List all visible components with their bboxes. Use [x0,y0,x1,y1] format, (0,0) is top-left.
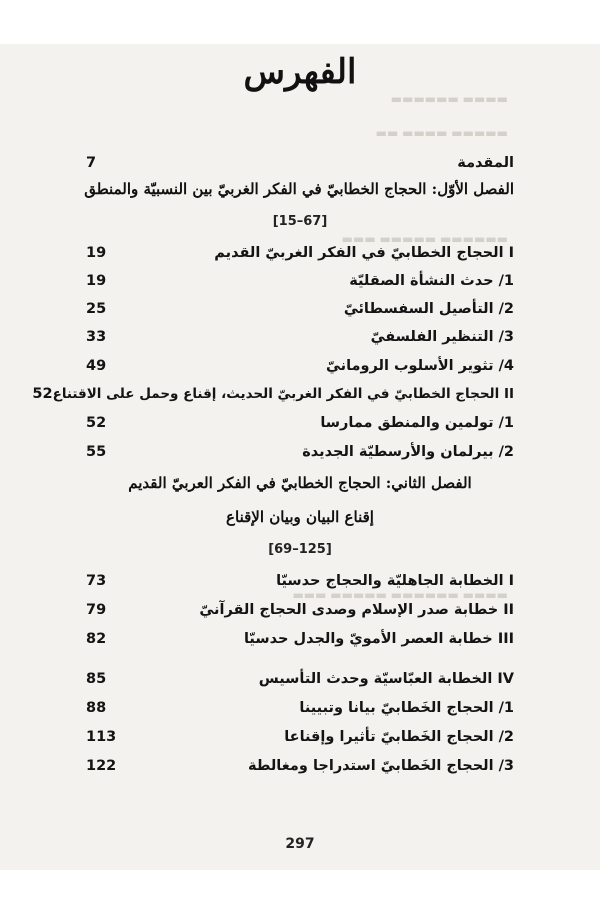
toc-entry-page: 122 [86,758,117,774]
toc-entry-page: 55 [86,444,107,460]
toc-entry [86,628,514,650]
toc-entry-label: IV الخطابة العبّاسيّة وحدث التأسيس [258,671,514,687]
toc-entry-label: I الحجاج الخطابيّ في الفكر الغربيّ القديم [214,245,514,261]
toc-entry-page: 73 [86,573,107,589]
toc-entry-label: 3/ التنظير الفلسفيّ [370,329,514,345]
toc-entry [86,755,514,777]
toc-entry [86,270,514,292]
toc-entry-label: 2/ الحجاج الخَطابيّ تأثيرا وإقناعا [284,729,514,745]
chapter-2-title: الفصل الثاني: الحجاج الخطابيّ في الفكر العربيّ القديم [128,474,472,492]
toc-entry-label: 4/ تثوير الأسلوب الرومانيّ [325,358,514,374]
toc-entry-page: 7 [86,155,97,171]
toc-entry-page: 52 [86,415,107,431]
toc-entry-page: 19 [86,273,107,289]
toc-entry-label: 2/ التأصيل السفسطائيّ [343,301,514,317]
toc-entry-label: II خطابة صدر الإسلام وصدى الحجاج القرآنيّ [199,602,514,618]
toc-entry [86,412,514,434]
toc-entry-label: 3/ الحجاج الخَطابيّ استدراجا ومغالطة [247,758,514,774]
toc-entry-label: 1/ تولمين والمنطق ممارسا [320,415,514,431]
chapter-1-title: الفصل الأوّل: الحجاج الخطابيّ في الفكر الغربيّ بين النسبيّة والمنطق [84,180,514,198]
chapter-2-subtitle: إقناع البيان وبيان الإقناع [226,508,374,526]
toc-entry-label: 2/ بيرلمان والأرسطيّة الجديدة [302,444,514,460]
toc-entry-page: 33 [86,329,107,345]
toc-entry-label: المقدمة [457,155,514,171]
chapter-1-range: [15–67] [272,214,328,229]
page-number: 297 [285,836,315,852]
toc-entry [86,570,514,592]
show-through: ▬▬▬▬ ▬▬▬▬▬▬ [390,92,508,106]
toc-entry [32,383,514,405]
toc-entry-intro [86,152,514,174]
toc-entry [86,355,514,377]
toc-entry [86,298,514,320]
toc-entry [86,697,514,719]
show-through: ▬▬▬▬▬ ▬▬▬▬ ▬▬ [375,126,508,140]
toc-entry-label: II الحجاج الخطابيّ في الفكر الغربيّ الحديث، إقناع وحمل على الاقتناع [52,386,514,402]
toc-entry-label: I الخطابة الجاهليّة والحجاج حدسيّا [276,573,514,589]
toc-entry-page: 85 [86,671,107,687]
page-title: الفهرس [243,52,357,92]
toc-entry [86,441,514,463]
toc-entry-page: 52 [32,386,53,402]
toc-entry [86,726,514,748]
toc-entry-label: III خطابة العصر الأمويّ والجدل حدسيّا [243,631,514,647]
toc-entry-page: 113 [86,729,117,745]
bottom-margin [0,870,600,898]
toc-entry-label: 1/ حدث النشأة الصقليّة [349,273,514,289]
toc-entry [86,668,514,690]
toc-entry [86,242,514,264]
show-through: ▬▬▬▬▬▬ ▬▬▬▬▬ ▬▬▬ [341,232,508,246]
top-margin [0,0,600,44]
chapter-2-range: [69–125] [268,542,332,557]
toc-entry-page: 82 [86,631,107,647]
toc-entry-page: 88 [86,700,107,716]
toc-entry-label: 1/ الحجاج الخَطابيّ بيانا وتبيينا [299,700,514,716]
toc-entry-page: 19 [86,245,107,261]
toc-entry-page: 25 [86,301,107,317]
show-through: ▬▬▬▬ ▬▬▬▬▬▬ ▬▬▬▬▬ ▬▬▬ [292,588,508,602]
toc-entry-page: 79 [86,602,107,618]
toc-entry [86,326,514,348]
toc-entry [86,599,514,621]
toc-entry-page: 49 [86,358,107,374]
